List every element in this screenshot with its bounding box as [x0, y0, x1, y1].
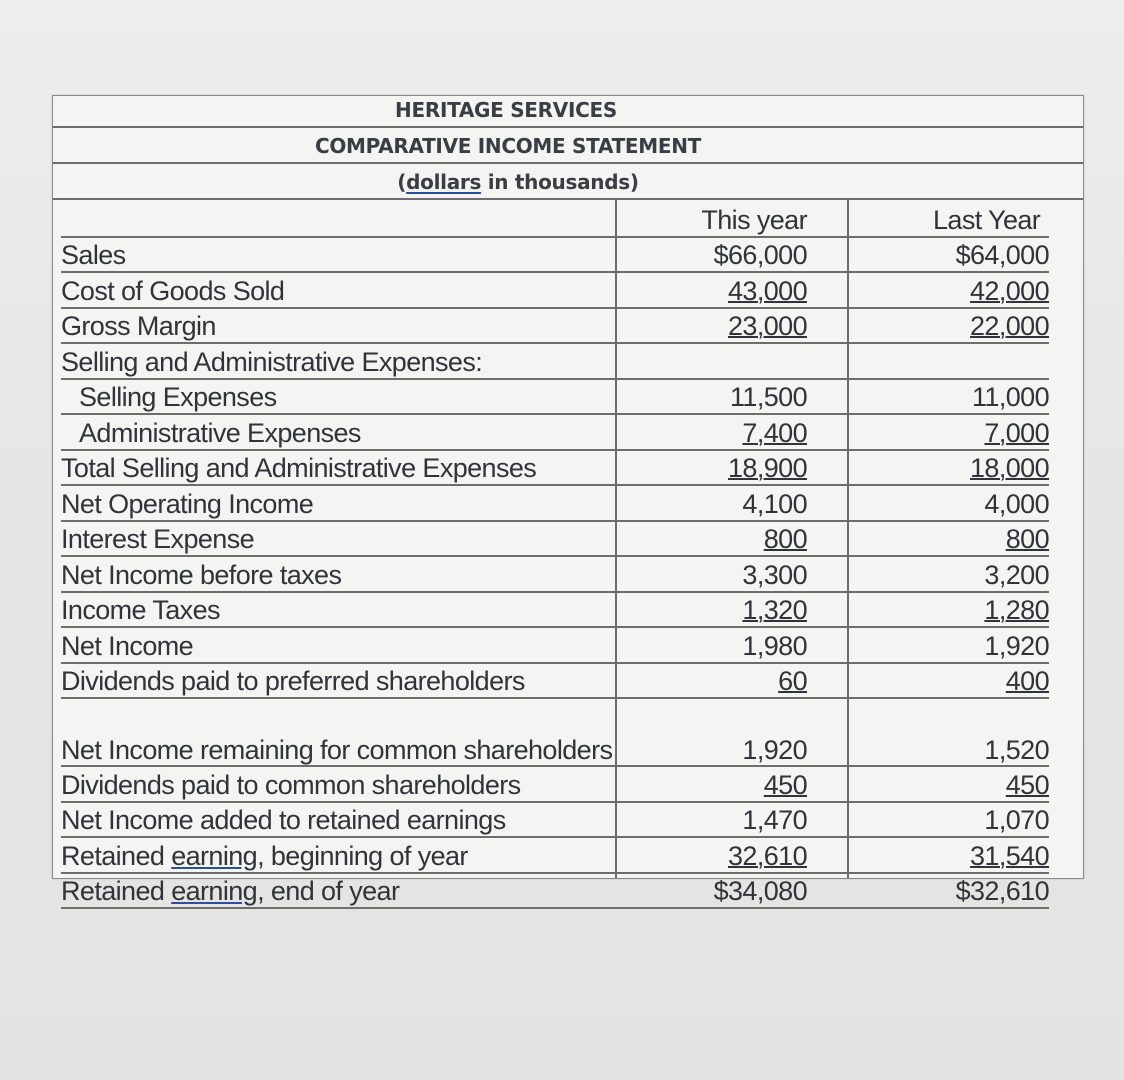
table-row [61, 698, 1049, 766]
column-header-this-year: This year [691, 202, 807, 237]
table-row [61, 556, 1049, 592]
table-row [61, 237, 1049, 273]
row-value-this-year: 3,300 [691, 556, 807, 592]
row-value-last-year: 1,520 [919, 698, 1049, 766]
row-value-last-year: 1,280 [984, 595, 1049, 625]
row-value-last-year: $64,000 [919, 237, 1049, 273]
row-value-this-year: 60 [778, 666, 807, 696]
row-value-this-year: 43,000 [728, 275, 807, 306]
table-row [61, 873, 1049, 909]
income-statement-sheet [52, 95, 1084, 906]
row-value-this-year: 11,500 [691, 379, 807, 415]
row-label-common-dividends: Dividends paid to common shareholders [61, 766, 627, 802]
column-header-last-year: Last Year [919, 202, 1049, 237]
row-label-interest-expense: Interest Expense [61, 521, 627, 557]
table-row [61, 627, 1049, 663]
row-label-admin-expenses: Administrative Expenses [61, 414, 627, 450]
table-row [61, 272, 1049, 308]
row-label-net-operating-income: Net Operating Income [61, 485, 627, 521]
row-value-this-year: 4,100 [691, 485, 807, 521]
row-value-this-year: 800 [763, 524, 807, 554]
row-value-last-year: 1,920 [919, 627, 1049, 663]
row-label-retained-end: Retained earning, end of year [61, 873, 627, 909]
row-value-last-year: 800 [1005, 524, 1049, 554]
row-value-last-year: 4,000 [919, 485, 1049, 521]
row-value-this-year: 1,470 [691, 802, 807, 838]
row-divider [53, 198, 1083, 200]
units-suffix: in thousands) [481, 170, 639, 194]
table-row [61, 521, 1049, 557]
row-value-this-year: $66,000 [691, 237, 807, 273]
row-value-last-year: 3,200 [919, 556, 1049, 592]
row-value-last-year: 1,070 [919, 802, 1049, 838]
row-label-income-before-taxes: Net Income before taxes [61, 556, 627, 592]
row-label-cogs: Cost of Goods Sold [61, 272, 627, 308]
row-value-last-year: 31,540 [970, 840, 1049, 871]
row-divider [53, 126, 1083, 128]
table-row [61, 766, 1049, 802]
table-row [61, 592, 1049, 628]
row-label-sales: Sales [61, 237, 627, 273]
table-row [61, 663, 1049, 699]
table-row [61, 450, 1049, 486]
row-label-gross-margin: Gross Margin [61, 308, 627, 344]
table-row [61, 308, 1049, 344]
units-dollars: dollars [406, 170, 482, 194]
row-label-retained-beginning: Retained earning, beginning of year [61, 837, 627, 873]
row-value-this-year: $34,080 [691, 873, 807, 909]
row-value-last-year: 450 [1005, 769, 1049, 800]
table-header-row [61, 202, 1049, 237]
row-value-last-year: 11,000 [919, 379, 1049, 415]
company-name: HERITAGE SERVICES [395, 98, 617, 122]
row-label-added-to-retained: Net Income added to retained earnings [61, 802, 627, 838]
row-label-sga-heading: Selling and Administrative Expenses: [61, 343, 627, 379]
units-prefix: ( [397, 170, 407, 194]
table-row [61, 485, 1049, 521]
table-row [61, 414, 1049, 450]
row-value-this-year: 1,980 [691, 627, 807, 663]
table-row [61, 802, 1049, 838]
table-row [61, 837, 1049, 873]
row-value-this-year: 450 [763, 769, 807, 800]
row-value-this-year: 23,000 [728, 311, 807, 341]
table-row [61, 379, 1049, 415]
row-label-income-for-common: Net Income remaining for common shareholders [61, 698, 627, 766]
row-value-last-year: 42,000 [970, 275, 1049, 306]
row-value-this-year: 18,900 [728, 453, 807, 483]
table-row-label [61, 202, 627, 237]
row-label-income-taxes: Income Taxes [61, 592, 627, 628]
row-label-selling-expenses: Selling Expenses [61, 379, 627, 415]
statement-title: COMPARATIVE INCOME STATEMENT [314, 134, 702, 158]
row-label-total-sga: Total Selling and Administrative Expenses [61, 450, 627, 486]
row-value-this-year: 1,320 [742, 595, 807, 625]
income-statement-table [61, 202, 1049, 909]
row-value-last-year: 22,000 [970, 311, 1049, 341]
row-label-net-income: Net Income [61, 627, 627, 663]
row-value-this-year: 7,400 [742, 417, 807, 448]
units-note [3, 170, 1033, 194]
row-divider [53, 162, 1083, 164]
row-value-this-year: 32,610 [728, 840, 807, 871]
row-value-last-year: $32,610 [919, 873, 1049, 909]
row-value-last-year: 7,000 [984, 417, 1049, 448]
row-label-preferred-dividends: Dividends paid to preferred shareholders [61, 663, 627, 699]
row-value-this-year: 1,920 [691, 698, 807, 766]
table-row [61, 343, 1049, 379]
row-value-last-year: 18,000 [970, 453, 1049, 483]
row-value-last-year: 400 [1005, 666, 1049, 696]
